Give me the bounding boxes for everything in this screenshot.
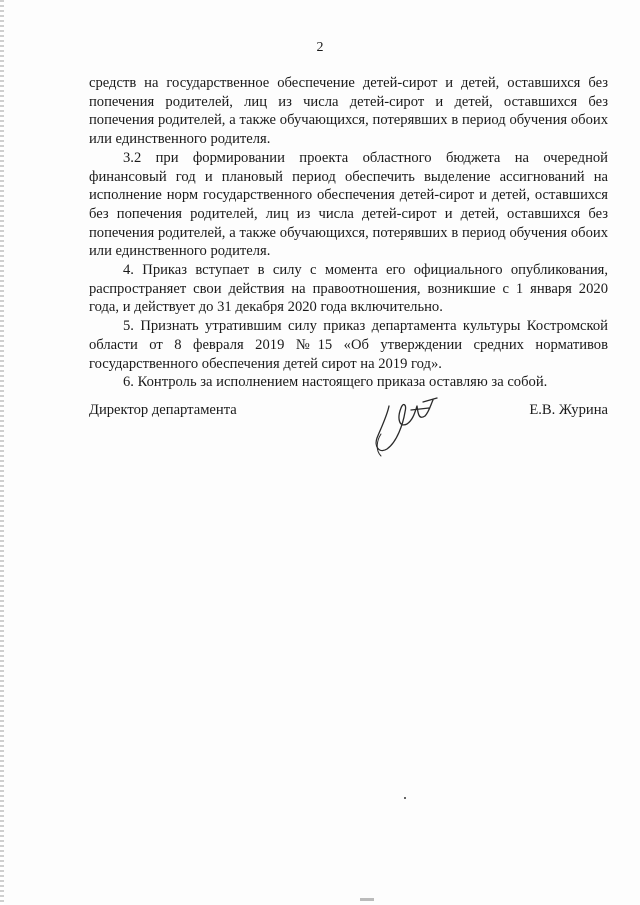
document-body [89, 74, 608, 392]
scan-edge [0, 0, 4, 905]
paragraph-6: 6. Контроль за исполнением настоящего приказа оставляю за собой. [123, 374, 548, 391]
scan-artifact [360, 898, 374, 901]
paragraph-4: 4. Приказ вступает в силу с момента его официального опубликования, распространяет свои действия на правоотношения, возникшие с 1 января 2020 года, и действует до 31 декабря 2020 года включительно. [89, 262, 608, 316]
paragraph-continuation: средств на государственное обеспечение детей-сирот и детей, оставшихся без попечения родителей, лиц из числа детей-сирот и детей, оставшихся без попечения родителей, а также обучающихся, потерявших в период обучения обоих или единственного родителя. [89, 75, 608, 148]
signature-block [89, 394, 608, 464]
signatory-role: Директор департамента [89, 402, 237, 418]
signatory-name: Е.В. Журина [529, 402, 608, 418]
paragraph-3-2: 3.2 при формировании проекта областного бюджета на очередной финансовый год и плановый период обеспечить выделение ассигнований на исполнение норм государственного обеспечения детей-сирот и детей, оставшихся без попечения родителей, лиц из числа детей-сирот и детей, оставшихся без попечения родителей, а также обучающихся, потерявших в период обучения обоих или единственного родителя. [89, 149, 608, 260]
scan-speck [404, 797, 406, 799]
page-number: 2 [316, 40, 324, 55]
paragraph-5: 5. Признать утратившим силу приказ департамента культуры Костромской области от 8 февраля 2019 №15 «Об утверждении средних нормативов государственного обеспечения детей сирот на 2019 год». [89, 318, 608, 372]
handwritten-signature [367, 394, 457, 464]
